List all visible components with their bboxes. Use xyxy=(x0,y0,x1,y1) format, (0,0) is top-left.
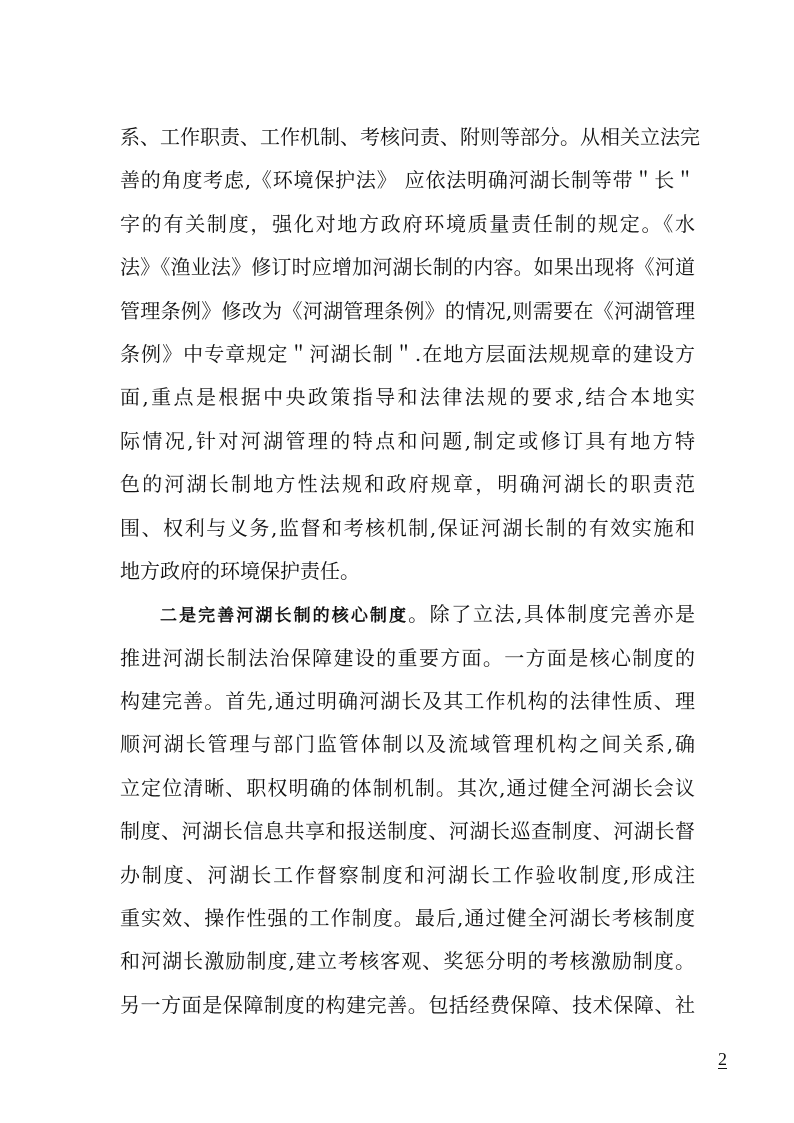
text-line-first xyxy=(120,593,695,636)
text-line: 办制度、河湖长工作督察制度和河湖长工作验收制度,形成注 xyxy=(120,862,695,887)
text-line: 围、权利与义务,监督和考核机制,保证河湖长制的有效实施和 xyxy=(120,515,695,540)
text-line: 字的有关制度，强化对地方政府环境质量责任制的规定。《水 xyxy=(120,211,695,236)
text-line: 立定位清晰、职权明确的体制机制。其次,通过健全河湖长会议 xyxy=(120,775,695,800)
text-line: 重实效、操作性强的工作制度。最后,通过健全河湖长考核制度 xyxy=(120,906,695,931)
paragraph-heading: 二是完善河湖长制的核心制度 xyxy=(160,606,409,627)
text-line: 另一方面是保障制度的构建完善。包括经费保障、技术保障、社 xyxy=(120,992,695,1017)
text-line: 推进河湖长制法治保障建设的重要方面。一方面是核心制度的 xyxy=(120,645,695,670)
text-run: 。除了立法,具体制度完善亦是 xyxy=(408,602,696,627)
text-line: 和河湖长激励制度,建立考核客观、奖惩分明的考核激励制度。 xyxy=(120,949,695,974)
text-line: 顺河湖长管理与部门监管体制以及流域管理机构之间关系,确 xyxy=(120,732,695,757)
text-line: 管理条例》修改为《河湖管理条例》的情况,则需要在《河湖管理 xyxy=(120,298,695,323)
text-line: 善的角度考虑,《环境保护法》 应依法明确河湖长制等带＂长＂ xyxy=(120,168,695,193)
text-line: 制度、河湖长信息共享和报送制度、河湖长巡查制度、河湖长督 xyxy=(120,819,695,844)
page-number: 2 xyxy=(718,1049,727,1069)
body-text xyxy=(120,116,700,1027)
text-line: 法》《渔业法》修订时应增加河湖长制的内容。如果出现将《河道 xyxy=(120,255,695,280)
text-line: 际情况,针对河湖管理的特点和问题,制定或修订具有地方特 xyxy=(120,428,695,453)
text-line: 系、工作职责、工作机制、考核问责、附则等部分。从相关立法完 xyxy=(120,125,700,149)
text-line: 地方政府的环境保护责任。 xyxy=(120,558,360,583)
text-line: 条例》中专章规定＂河湖长制＂.在地方层面法规规章的建设方 xyxy=(120,341,695,366)
text-line: 构建完善。首先,通过明确河湖长及其工作机构的法律性质、理 xyxy=(120,689,695,714)
paragraph-core-systems xyxy=(120,593,695,1027)
text-line: 面,重点是根据中央政策指导和法律法规的要求,结合本地实 xyxy=(120,385,695,410)
paragraph-legislation xyxy=(120,116,700,593)
text-line: 色的河湖长制地方性法规和政府规章，明确河湖长的职责范 xyxy=(120,472,695,497)
